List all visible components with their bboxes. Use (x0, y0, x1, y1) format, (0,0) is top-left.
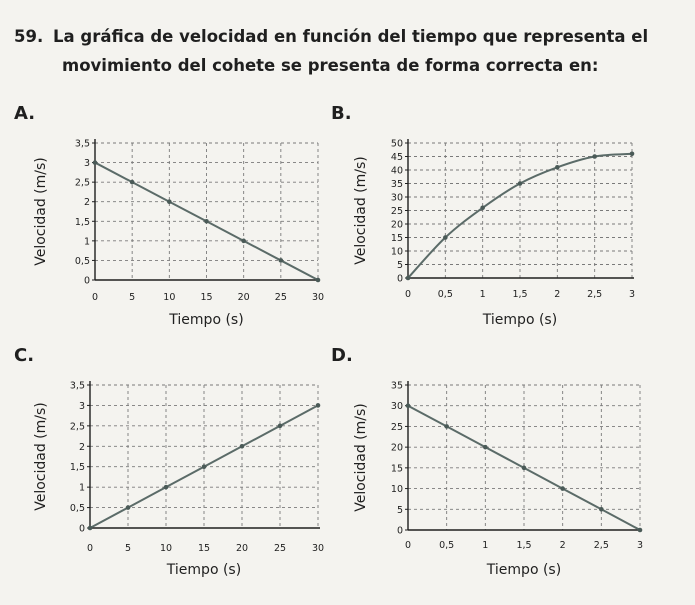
chart-a-y-tick-label: 1,5 (74, 216, 90, 228)
chart-d-y-tick-label: 20 (390, 442, 403, 454)
chart-c-y-tick-label: 0 (78, 523, 85, 535)
option-label-a: A. (14, 103, 36, 124)
question-line-1: La gráfica de velocidad en función del tiempo que representa el (52, 27, 649, 46)
chart-d-data-point (638, 528, 643, 533)
chart-a-data-point (241, 239, 246, 244)
chart-c-data-point (164, 485, 169, 490)
chart-c-x-tick-label: 0 (86, 543, 94, 554)
chart-d-y-title: Velocidad (m/s) (353, 403, 369, 512)
chart-a-y-tick-label: 1 (83, 236, 90, 248)
chart-d-x-tick-label: 2 (559, 540, 566, 551)
chart-a-x-tick-label: 5 (129, 292, 136, 303)
chart-c-x-tick-label: 5 (124, 543, 132, 554)
option-label-d: D. (331, 345, 353, 366)
chart-b-x-tick-label: 1 (479, 289, 486, 300)
chart-d-data-point (406, 403, 411, 408)
chart-d-y-tick-label: 5 (396, 504, 403, 516)
chart-b-x-tick-label: 3 (628, 289, 636, 300)
chart-a-x-tick-label: 15 (200, 292, 213, 303)
chart-a-y-tick-label: 0,5 (74, 255, 90, 267)
chart-b-y-tick-label: 45 (390, 152, 403, 163)
chart-c-x-tick-label: 15 (197, 543, 211, 554)
question-line-2: movimiento del cohete se presenta de forma correcta en: (62, 56, 599, 75)
chart-a-x-title: Tiempo (s) (169, 312, 244, 328)
chart-b-x-tick-label: 0,5 (437, 289, 453, 300)
chart-b-y-tick-label: 25 (390, 206, 403, 217)
chart-d-x-tick-label: 2,5 (593, 540, 609, 551)
chart-c-x-tick-label: 30 (311, 543, 325, 554)
chart-d-y-tick-label: 0 (396, 525, 403, 537)
chart-c-data-point (88, 526, 93, 531)
chart-c-y-tick-label: 1,5 (69, 462, 85, 474)
option-label-b: B. (331, 103, 352, 124)
chart-b-y-title: Velocidad (m/s) (353, 156, 369, 265)
chart-d-data-point (599, 507, 604, 512)
chart-b-data-point (518, 181, 523, 186)
chart-b-y-tick-label: 0 (396, 273, 403, 285)
chart-c-y-title: Velocidad (m/s) (33, 402, 49, 511)
chart-a-data-point (93, 160, 98, 165)
chart-d-y-tick-label: 10 (390, 484, 403, 496)
chart-d-y-tick-label: 25 (390, 421, 403, 433)
chart-a-y-tick-label: 3,5 (74, 138, 90, 150)
chart-b-y-tick-label: 15 (390, 233, 403, 244)
chart-c-y-tick-label: 2 (78, 441, 85, 453)
chart-c-y-tick-label: 3,5 (69, 380, 85, 392)
chart-b-y-tick-label: 30 (390, 192, 403, 204)
chart-b-y-tick-label: 50 (390, 138, 403, 150)
chart-b-y-tick-label: 5 (396, 260, 403, 271)
chart-a-data-point (316, 278, 321, 283)
chart-d-data-point (444, 424, 449, 429)
chart-c-data-point (316, 403, 321, 408)
chart-a-y-tick-label: 0 (83, 275, 90, 287)
chart-b-data-point (406, 276, 411, 281)
chart-b-x-tick-label: 1,5 (512, 289, 528, 300)
chart-c-y-tick-label: 3 (78, 400, 85, 412)
chart-a-x-tick-label: 30 (311, 292, 325, 303)
chart-b-x-tick-label: 0 (404, 289, 412, 300)
option-label-c: C. (14, 345, 35, 366)
chart-a-data-point (167, 199, 172, 204)
chart-b-x-tick-label: 2 (554, 289, 561, 300)
chart-a-data-point (204, 219, 209, 224)
chart-b-y-tick-label: 20 (390, 219, 403, 231)
chart-d-y-tick-label: 30 (390, 401, 403, 413)
chart-d-y-tick-label: 35 (390, 380, 403, 392)
chart-c-data-point (278, 424, 283, 429)
chart-b-y-tick-label: 35 (390, 179, 403, 190)
chart-d-x-tick-label: 1,5 (516, 540, 532, 551)
chart-d-x-tick-label: 3 (636, 540, 644, 551)
chart-b-y-tick-label: 10 (390, 246, 403, 258)
chart-a-x-tick-label: 25 (274, 292, 287, 303)
chart-c-data-point (126, 505, 131, 510)
chart-b-y-tick-label: 40 (390, 165, 403, 177)
chart-d-data-point (483, 445, 488, 450)
chart-d-x-tick-label: 1 (482, 540, 489, 551)
chart-a-y-tick-label: 2 (83, 197, 90, 209)
chart-a-data-point (279, 258, 284, 263)
chart-d-x-tick-label: 0 (404, 540, 412, 551)
chart-b-x-title: Tiempo (s) (482, 312, 558, 328)
chart-d-x-tick-label: 0,5 (439, 540, 455, 551)
chart-c-x-tick-label: 20 (235, 543, 249, 554)
chart-c-data-point (240, 444, 245, 449)
chart-c-y-tick-label: 1 (78, 482, 85, 494)
chart-a-y-title: Velocidad (m/s) (33, 157, 49, 266)
chart-b-data-point (555, 165, 560, 170)
chart-d-y-tick-label: 15 (390, 463, 403, 475)
chart-d-data-point (522, 466, 527, 471)
chart-c-y-tick-label: 0,5 (69, 503, 85, 515)
chart-b-data-point (443, 235, 448, 240)
chart-a-x-tick-label: 20 (237, 292, 250, 303)
chart-d-x-title: Tiempo (s) (486, 562, 562, 578)
chart-a-x-tick-label: 0 (91, 292, 99, 303)
chart-c-data-point (202, 464, 207, 469)
chart-b-data-point (630, 152, 635, 157)
chart-c-x-title: Tiempo (s) (166, 562, 242, 578)
question-number: 59. (14, 27, 44, 46)
chart-a-y-tick-label: 2,5 (74, 177, 90, 189)
chart-a-x-tick-label: 10 (163, 292, 176, 303)
chart-c-x-tick-label: 25 (273, 543, 287, 554)
chart-a-data-point (130, 180, 135, 185)
chart-c-y-tick-label: 2,5 (69, 421, 85, 433)
chart-a-y-tick-label: 3 (83, 158, 90, 170)
chart-b-x-tick-label: 2,5 (587, 289, 603, 300)
chart-d-data-point (560, 486, 565, 491)
chart-b-data-point (480, 206, 485, 211)
chart-b-data-point (592, 154, 597, 159)
chart-c-x-tick-label: 10 (159, 543, 173, 554)
